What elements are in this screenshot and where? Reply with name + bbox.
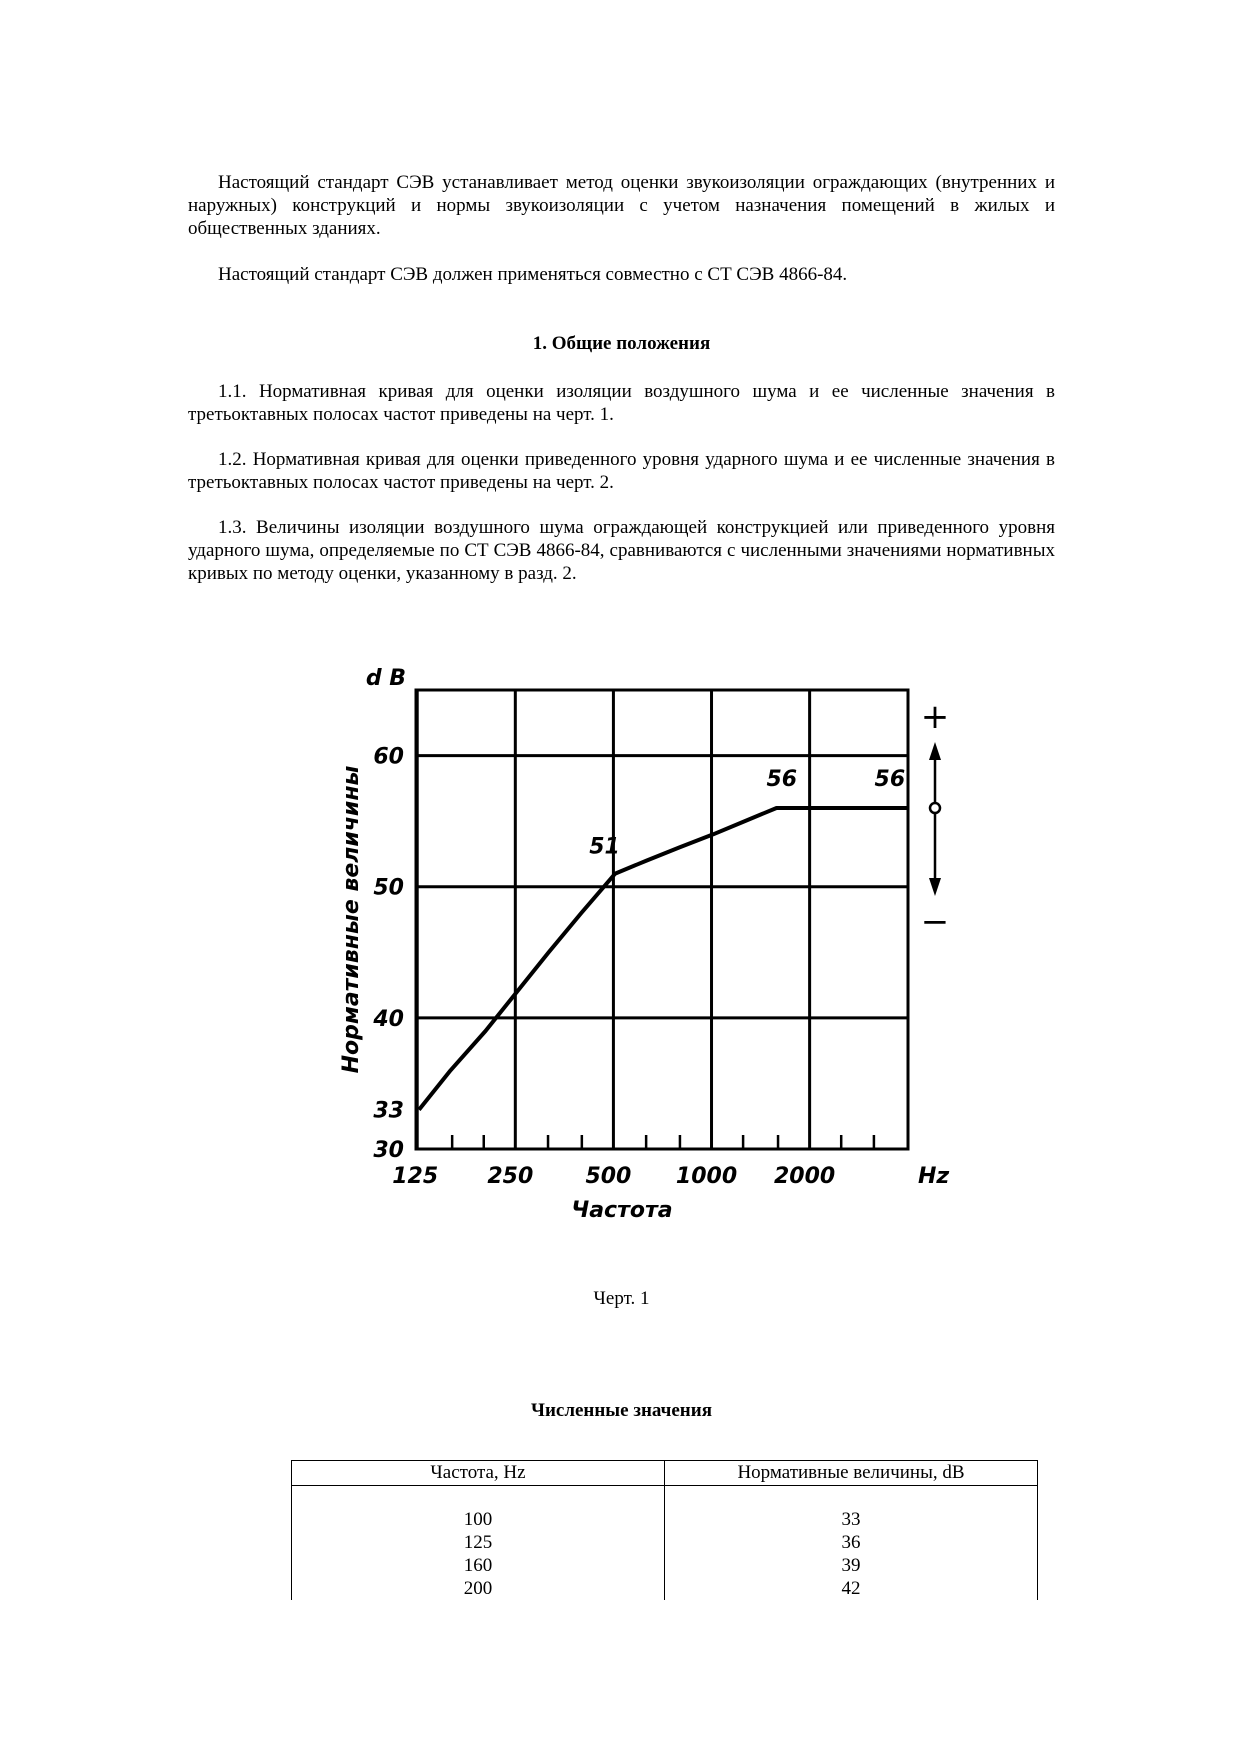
x-tick-label: 1000 — [675, 1164, 738, 1189]
frequency-cell: 160 — [292, 1554, 665, 1577]
reference-point-icon — [930, 803, 940, 813]
y-tick-label: 33 — [373, 1098, 404, 1124]
section-paragraph-1-1: 1.1. Нормативная кривая для оценки изоляции воздушного шума и ее численные значения в третьоктавных полосах частот приведены на черт. 1. — [188, 381, 1055, 425]
value-cell: 42 — [665, 1577, 1038, 1600]
norm-curve-chart — [330, 655, 960, 1235]
table-title: Численные значения — [531, 1400, 712, 1421]
y-axis-title: Нормативные величины — [339, 765, 364, 1074]
section-heading: 1. Общие положения — [532, 333, 711, 354]
y-unit-label: d B — [365, 666, 406, 691]
minus-sign: − — [920, 902, 950, 942]
data-label: 51 — [589, 834, 620, 860]
section-paragraph-1-2: 1.2. Нормативная кривая для оценки приведенного уровня ударного шума и ее численные значения в третьоктавных полосах частот приведены на черт. 2. — [188, 449, 1055, 493]
table-row — [292, 1577, 1038, 1600]
table-header-row — [292, 1461, 1038, 1486]
frequency-cell: 125 — [292, 1531, 665, 1554]
data-label: 56 — [874, 767, 906, 793]
intro-paragraph-1: Настоящий стандарт СЭВ устанавливает метод оценки звукоизоляции ограждающих (внутренних и наружных) конструкций и нормы звукоизоляции с учетом назначения помещений в жилых и общественных зданиях. — [188, 172, 1055, 239]
x-tick-label: 500 — [585, 1164, 632, 1189]
section-paragraph-1-3: 1.3. Величины изоляции воздушного шума ограждающей конструкцией или приведенного уровня ударного шума, определяемые по СТ СЭВ 4866-84, сравниваются с численными значениями нормативных кривых по методу оценки, указанному в разд. 2. — [188, 517, 1055, 584]
arrow-down-icon — [929, 878, 941, 896]
column-header-frequency: Частота, Hz — [292, 1461, 665, 1486]
table-row — [292, 1531, 1038, 1554]
y-tick-label: 50 — [373, 875, 404, 901]
values-table — [291, 1460, 1038, 1600]
table-row — [292, 1508, 1038, 1531]
x-unit-label: Hz — [918, 1164, 950, 1189]
value-cell: 36 — [665, 1531, 1038, 1554]
y-tick-label: 40 — [373, 1006, 404, 1032]
table-row — [292, 1554, 1038, 1577]
plus-sign: + — [920, 697, 950, 737]
x-tick-label: 2000 — [774, 1164, 836, 1189]
x-tick-label: 250 — [487, 1164, 534, 1189]
y-tick-label: 60 — [373, 744, 404, 770]
table-spacer-row — [292, 1486, 1038, 1509]
figure-caption: Черт. 1 — [593, 1288, 650, 1309]
intro-paragraph-2: Настоящий стандарт СЭВ должен применяться совместно с СТ СЭВ 4866-84. — [218, 264, 848, 285]
value-cell: 39 — [665, 1554, 1038, 1577]
norm-curve-line — [419, 808, 907, 1110]
frequency-cell: 200 — [292, 1577, 665, 1600]
value-cell: 33 — [665, 1508, 1038, 1531]
x-axis-title: Частота — [571, 1198, 673, 1223]
column-header-values: Нормативные величины, dB — [665, 1461, 1038, 1486]
frequency-cell: 100 — [292, 1508, 665, 1531]
plot-frame — [416, 690, 908, 1149]
x-tick-label: 125 — [392, 1164, 439, 1189]
arrow-up-icon — [929, 742, 941, 760]
y-tick-label: 30 — [373, 1138, 404, 1163]
data-label: 56 — [766, 767, 798, 793]
